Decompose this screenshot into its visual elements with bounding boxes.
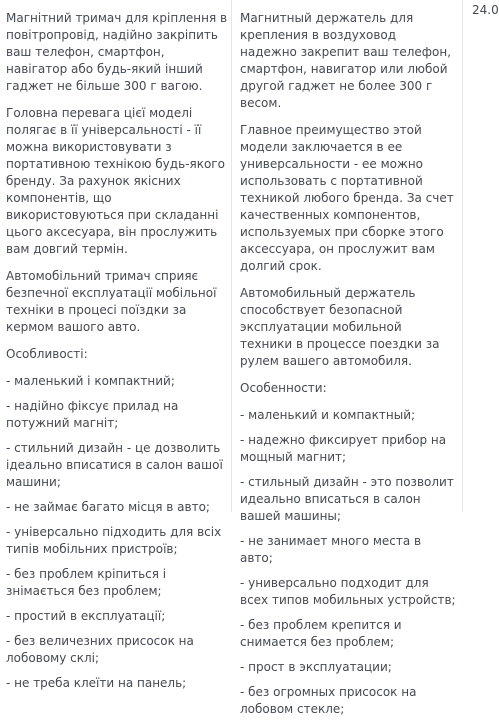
feature-item: - маленький і компактний; [6, 374, 175, 388]
feature-item: - прост в эксплуатации; [240, 660, 392, 674]
features-heading: Особенности: [240, 381, 327, 395]
feature-item: - без проблем кріпиться і знімається без проблем; [6, 567, 167, 598]
feature-item: - маленький и компактный; [240, 408, 416, 422]
description-paragraph: Головна перевага цієї моделі полягає в її універсальності - її можна використовувати з портативною технікою будь-якого бренду. За рахунок якісних компонентів, що використовуються при складанні цього аксесуара, він прослужить вам довгий термін. [6, 106, 225, 256]
column-divider [231, 0, 232, 512]
feature-item: - універсально підходить для всіх типів мобільних пристроїв; [6, 525, 222, 556]
feature-item: - простий в експлуатації; [6, 609, 166, 623]
russian-description-column [240, 10, 456, 726]
feature-item: - без огромных присосок на лобовом стекле; [240, 685, 417, 716]
feature-item: - не треба клеїти на панель; [6, 676, 187, 690]
description-paragraph: Главное преимущество этой модели заключается в ее универсальности - ее можно использовать с портативной техникой любого бренда. За счет качественных компонентов, используемых при сборке этого аксессуара, он прослужит вам долгий срок. [240, 123, 454, 273]
feature-item: - без величезних присосок на лобовому склі; [6, 634, 194, 665]
features-heading: Особливості: [6, 347, 88, 361]
date-cell: 24.0 [472, 3, 499, 17]
feature-item: - стильний дизайн - це дозволить ідеально вписатися в салон вашої машини; [6, 441, 223, 489]
description-paragraph: Магнитный держатель для крепления в воздуховод надежно закрепит ваш телефон, смартфон, навигатор или любой другой гаджет не более 300 г весом. [240, 11, 452, 110]
feature-item: - без проблем крепится и снимается без проблем; [240, 618, 402, 649]
column-divider [462, 0, 463, 512]
description-paragraph: Магнітний тримач для кріплення в повітропровід, надійно закріпить ваш телефон, смартфон, навігатор або будь-який інший гаджет не більше 300 г вагою. [6, 11, 228, 93]
feature-item: - не займає багато місця в авто; [6, 500, 210, 514]
feature-item: - стильный дизайн - это позволит идеально вписаться в салон вашей машины; [240, 475, 454, 523]
description-paragraph: Автомобильный держатель способствует безопасной эксплуатации мобильной техники в процессе поездки за рулем вашего автомобиля. [240, 286, 440, 368]
feature-item: - универсально подходит для всех типов мобильных устройств; [240, 576, 456, 607]
feature-item: - не занимает много места в авто; [240, 534, 422, 565]
feature-item: - надежно фиксирует прибор на мощный магнит; [240, 433, 447, 464]
feature-item: - надійно фіксує прилад на потужний магніт; [6, 399, 179, 430]
description-paragraph: Автомобільний тримач сприяє безпечної експлуатації мобільної техніки в процесі поїздки за кермом вашого авто. [6, 269, 217, 334]
ukrainian-description-column [6, 10, 228, 700]
